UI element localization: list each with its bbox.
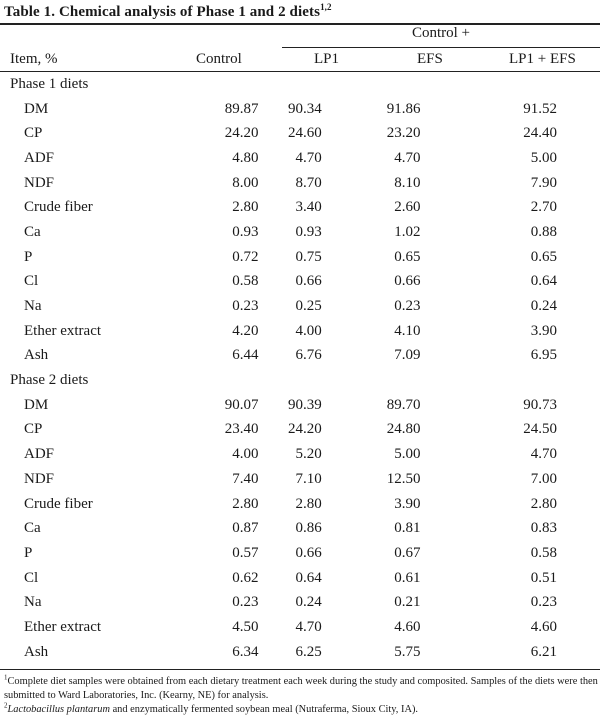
cell-efs: 2.60 [394, 199, 421, 216]
table-row [0, 541, 600, 566]
table-row [0, 220, 600, 245]
data-table [0, 72, 600, 665]
cell-lp1-efs: 90.73 [523, 396, 557, 413]
cell-lp1: 0.66 [295, 544, 322, 561]
table-row [0, 171, 600, 196]
table-row [0, 418, 600, 443]
cell-efs: 1.02 [394, 223, 421, 240]
header-control: Control [196, 51, 242, 67]
cell-control: 4.80 [232, 149, 259, 166]
row-item-label: Ca [24, 223, 41, 240]
row-item-label: Crude fiber [24, 199, 93, 216]
cell-efs: 5.75 [394, 643, 421, 660]
row-item-label: Cl [24, 273, 39, 290]
cell-lp1-efs: 7.00 [530, 470, 557, 487]
row-item-label: CP [24, 421, 43, 438]
cell-lp1: 0.86 [295, 520, 322, 537]
cell-lp1-efs: 24.50 [523, 421, 557, 438]
cell-lp1: 8.70 [295, 174, 322, 191]
cell-control: 7.40 [232, 470, 259, 487]
cell-lp1: 7.10 [295, 470, 322, 487]
cell-efs: 0.81 [394, 520, 421, 537]
cell-lp1-efs: 0.24 [530, 298, 557, 315]
table-row [0, 590, 600, 615]
cell-lp1: 90.39 [288, 396, 322, 413]
table-row [0, 294, 600, 319]
cell-lp1-efs: 24.40 [523, 125, 557, 142]
cell-control: 24.20 [224, 125, 259, 142]
cell-control: 4.50 [232, 618, 259, 635]
cell-lp1-efs: 0.83 [530, 520, 557, 537]
section-label: Phase 2 diets [10, 372, 89, 389]
bottom-rule [0, 669, 600, 670]
cell-control: 89.87 [224, 100, 259, 117]
cell-lp1-efs: 6.21 [530, 643, 557, 660]
cell-efs: 24.80 [386, 421, 421, 438]
cell-efs: 0.23 [394, 298, 421, 315]
cell-lp1-efs: 4.70 [530, 446, 557, 463]
cell-lp1: 4.00 [295, 322, 322, 339]
row-item-label: DM [24, 100, 49, 117]
cell-efs: 5.00 [394, 446, 421, 463]
cell-control: 0.57 [232, 544, 259, 561]
row-item-label: Ether extract [24, 618, 102, 635]
table-row [0, 566, 600, 591]
row-item-label: Ash [24, 643, 49, 660]
row-item-label: P [24, 544, 33, 561]
table-row [0, 393, 600, 418]
cell-lp1: 0.93 [295, 223, 322, 240]
group-rule [282, 47, 600, 48]
table-row [0, 270, 600, 295]
table-row [0, 121, 600, 146]
row-item-label: ADF [24, 446, 55, 463]
cell-control: 0.58 [232, 273, 259, 290]
table-row [0, 245, 600, 270]
cell-control: 90.07 [224, 396, 259, 413]
cell-lp1: 4.70 [295, 149, 322, 166]
title-superscript: 1,2 [320, 2, 332, 12]
cell-lp1: 6.76 [295, 347, 322, 364]
cell-control: 2.80 [232, 199, 259, 216]
cell-efs: 0.67 [394, 544, 421, 561]
cell-control: 0.93 [232, 223, 259, 240]
table-row [0, 442, 600, 467]
row-item-label: Ca [24, 520, 41, 537]
cell-efs: 0.65 [394, 248, 421, 265]
cell-lp1-efs: 5.00 [530, 149, 557, 166]
footnote-2: $^2$Lactobacillus plantarum and enzymatically fermented soybean meal (Nutraferma, Sioux City, IA). [4, 701, 419, 715]
cell-lp1: 0.75 [295, 248, 322, 265]
row-item-label: P [24, 248, 33, 265]
table-row [0, 195, 600, 220]
cell-lp1-efs: 0.88 [530, 223, 557, 240]
cell-efs: 4.70 [394, 149, 421, 166]
section-label: Phase 1 diets [10, 75, 89, 92]
header-lp1: LP1 [314, 51, 340, 67]
header-lp1-efs: LP1 + EFS [509, 51, 576, 67]
cell-lp1: 0.24 [295, 594, 322, 611]
cell-efs: 8.10 [394, 174, 421, 191]
header-item: Item, % [10, 51, 58, 67]
table-row [0, 640, 600, 665]
row-item-label: NDF [24, 174, 55, 191]
cell-lp1-efs: 0.23 [530, 594, 557, 611]
cell-efs: 3.90 [394, 495, 421, 512]
cell-lp1: 5.20 [295, 446, 322, 463]
cell-control: 2.80 [232, 495, 259, 512]
cell-efs: 23.20 [386, 125, 421, 142]
cell-efs: 0.61 [394, 569, 421, 586]
row-item-label: Ash [24, 347, 49, 364]
row-item-label: NDF [24, 470, 55, 487]
cell-efs: 12.50 [386, 470, 421, 487]
cell-control: 4.00 [232, 446, 259, 463]
cell-lp1: 0.64 [295, 569, 322, 586]
table-row [0, 615, 600, 640]
table-row [0, 516, 600, 541]
cell-control: 0.62 [232, 569, 259, 586]
row-item-label: Na [24, 298, 42, 315]
table-row [0, 146, 600, 171]
cell-efs: 4.60 [394, 618, 421, 635]
section-row [0, 72, 600, 97]
table-row [0, 97, 600, 122]
table-row [0, 467, 600, 492]
cell-efs: 91.86 [386, 100, 421, 117]
cell-lp1-efs: 2.70 [530, 199, 557, 216]
cell-lp1-efs: 0.51 [530, 569, 557, 586]
cell-control: 6.34 [232, 643, 259, 660]
table-row [0, 319, 600, 344]
cell-lp1: 6.25 [295, 643, 322, 660]
cell-lp1-efs: 7.90 [530, 174, 557, 191]
cell-lp1-efs: 6.95 [530, 347, 557, 364]
cell-lp1: 4.70 [295, 618, 322, 635]
cell-control: 8.00 [232, 174, 259, 191]
cell-control: 0.72 [232, 248, 259, 265]
cell-lp1-efs: 91.52 [523, 100, 557, 117]
cell-control: 4.20 [232, 322, 259, 339]
cell-control: 0.23 [232, 594, 259, 611]
row-item-label: Ether extract [24, 322, 102, 339]
cell-lp1: 0.25 [295, 298, 322, 315]
footnotes [4, 675, 598, 717]
cell-control: 0.23 [232, 298, 259, 315]
cell-lp1-efs: 2.80 [530, 495, 557, 512]
cell-lp1-efs: 0.58 [530, 544, 557, 561]
row-item-label: ADF [24, 149, 55, 166]
cell-lp1: 2.80 [295, 495, 322, 512]
cell-lp1-efs: 4.60 [530, 618, 557, 635]
cell-efs: 7.09 [394, 347, 421, 364]
table-row [0, 492, 600, 517]
cell-efs: 0.66 [394, 273, 421, 290]
row-item-label: Cl [24, 569, 39, 586]
cell-lp1: 0.66 [295, 273, 322, 290]
cell-control: 0.87 [232, 520, 259, 537]
cell-efs: 89.70 [386, 396, 421, 413]
column-header-row [0, 51, 600, 71]
header-group-control-plus: Control + [411, 25, 471, 41]
cell-control: 23.40 [224, 421, 259, 438]
cell-lp1: 24.20 [288, 421, 322, 438]
cell-efs: 0.21 [394, 594, 421, 611]
cell-lp1-efs: 0.64 [530, 273, 557, 290]
cell-efs: 4.10 [394, 322, 421, 339]
cell-lp1-efs: 3.90 [530, 322, 557, 339]
table-row [0, 344, 600, 369]
section-row [0, 368, 600, 393]
table-title: Table 1. Chemical analysis of Phase 1 and 2 diets$^{1,2}$ [4, 2, 332, 20]
row-item-label: DM [24, 396, 49, 413]
footnote-1: $^1$Complete diet samples were obtained from each dietary treatment each week during the study and composited. Samples of the diets were then submitted to Ward Laboratories, Inc. (Kearny, NE) for analysis. [4, 673, 598, 701]
row-item-label: Na [24, 594, 42, 611]
header-efs: EFS [417, 51, 443, 67]
cell-lp1-efs: 0.65 [530, 248, 557, 265]
row-item-label: CP [24, 125, 43, 142]
cell-lp1: 90.34 [288, 100, 322, 117]
row-item-label: Crude fiber [24, 495, 93, 512]
cell-lp1: 3.40 [295, 199, 322, 216]
cell-control: 6.44 [232, 347, 259, 364]
cell-lp1: 24.60 [288, 125, 322, 142]
